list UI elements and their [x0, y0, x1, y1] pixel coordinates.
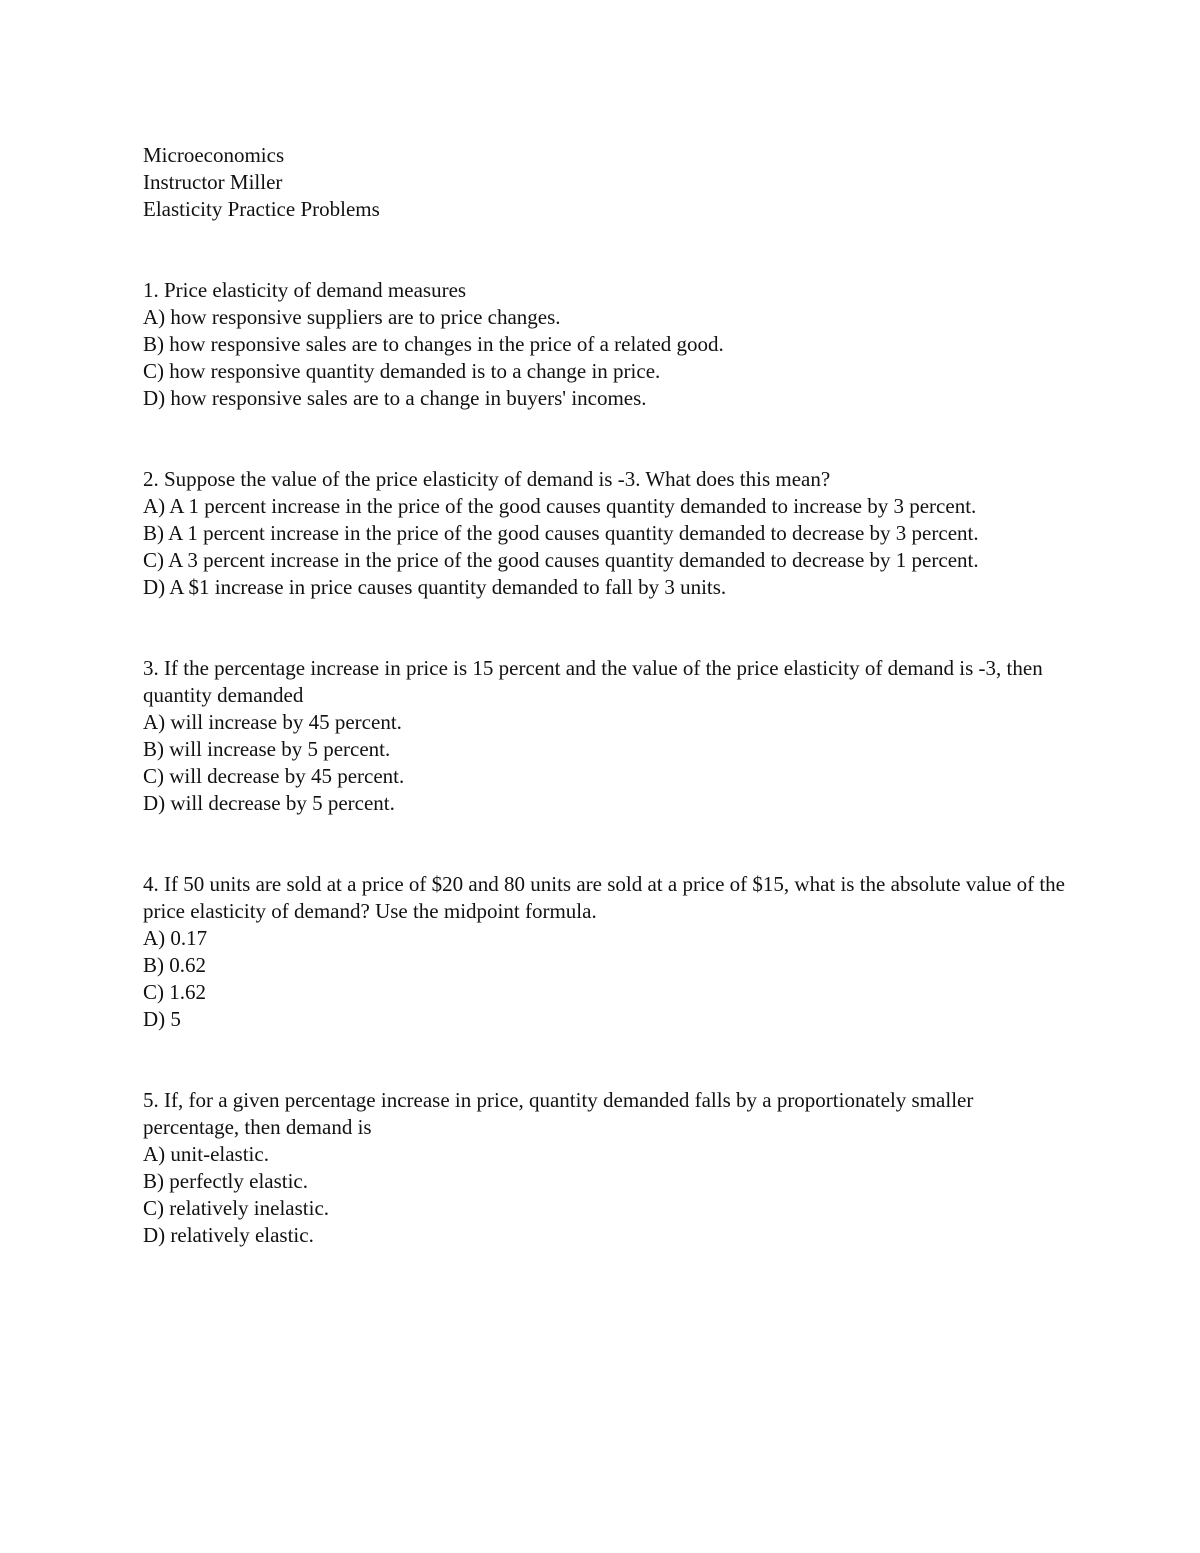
- answer-option-a: A) unit-elastic.: [143, 1142, 269, 1166]
- document-title: Elasticity Practice Problems: [143, 197, 380, 221]
- question-stem: 4. If 50 units are sold at a price of $20 and 80 units are sold at a price of $15, what is the absolute value of the price elasticity of demand? Use the midpoint formula.: [143, 872, 1065, 923]
- answer-option-d: D) will decrease by 5 percent.: [143, 791, 395, 815]
- answer-option-a: A) A 1 percent increase in the price of the good causes quantity demanded to increase by 3 percent.: [143, 494, 977, 518]
- answer-option-b: B) will increase by 5 percent.: [143, 737, 391, 761]
- question-stem: 1. Price elasticity of demand measures: [143, 278, 467, 302]
- answer-option-b: B) A 1 percent increase in the price of the good causes quantity demanded to decrease by 3 percent.: [143, 521, 979, 545]
- question-5: [143, 1087, 1073, 1249]
- question-3: [143, 655, 1073, 817]
- answer-option-a: A) will increase by 45 percent.: [143, 710, 402, 734]
- question-stem: 3. If the percentage increase in price is 15 percent and the value of the price elasticity of demand is -3, then quantity demanded: [143, 656, 1043, 707]
- answer-option-c: C) A 3 percent increase in the price of the good causes quantity demanded to decrease by 1 percent.: [143, 548, 979, 572]
- instructor-name: Instructor Miller: [143, 170, 283, 194]
- answer-option-a: A) 0.17: [143, 926, 208, 950]
- document-header: [143, 142, 1073, 223]
- question-2: [143, 466, 1073, 601]
- question-4: [143, 871, 1073, 1033]
- answer-option-a: A) how responsive suppliers are to price changes.: [143, 305, 561, 329]
- document-page: [143, 142, 1073, 1303]
- answer-option-c: C) how responsive quantity demanded is to a change in price.: [143, 359, 661, 383]
- answer-option-b: B) 0.62: [143, 953, 206, 977]
- question-stem: 2. Suppose the value of the price elasticity of demand is -3. What does this mean?: [143, 467, 831, 491]
- answer-option-d: D) 5: [143, 1007, 181, 1031]
- answer-option-b: B) how responsive sales are to changes in the price of a related good.: [143, 332, 724, 356]
- answer-option-d: D) relatively elastic.: [143, 1223, 314, 1247]
- answer-option-d: D) how responsive sales are to a change in buyers' incomes.: [143, 386, 647, 410]
- answer-option-d: D) A $1 increase in price causes quantity demanded to fall by 3 units.: [143, 575, 727, 599]
- answer-option-b: B) perfectly elastic.: [143, 1169, 309, 1193]
- answer-option-c: C) 1.62: [143, 980, 206, 1004]
- course-name: Microeconomics: [143, 143, 285, 167]
- question-1: [143, 277, 1073, 412]
- question-stem: 5. If, for a given percentage increase in price, quantity demanded falls by a proportionately smaller percentage, then demand is: [143, 1088, 974, 1139]
- answer-option-c: C) relatively inelastic.: [143, 1196, 330, 1220]
- answer-option-c: C) will decrease by 45 percent.: [143, 764, 405, 788]
